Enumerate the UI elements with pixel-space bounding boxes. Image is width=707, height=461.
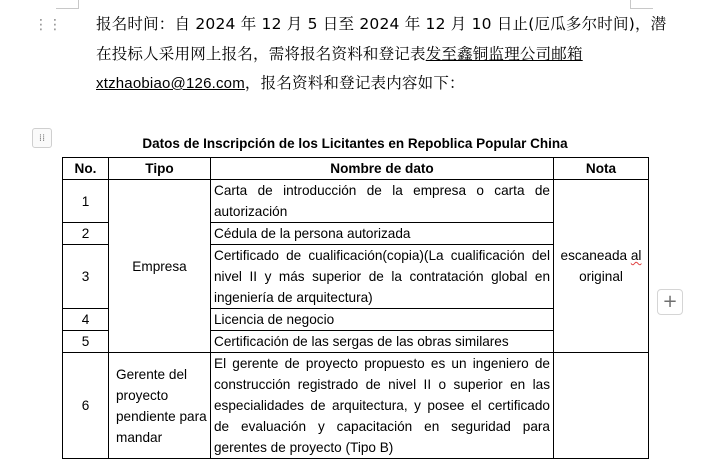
paragraph-line-1: 报名时间：自 2024 年 12 月 5 日至 2024 年 12 月 10 日止(厄瓜多尔时间)，潜 xyxy=(96,15,667,33)
page-corner-mark-left xyxy=(56,0,79,9)
nombre-cell: Cédula de la persona autorizada xyxy=(211,223,554,245)
row-number: 3 xyxy=(63,245,109,309)
paragraph-line-2-text: 在投标人采用网上报名，需将报名资料和登记表 xyxy=(96,44,426,63)
row-number: 4 xyxy=(63,309,109,331)
nombre-cell: Licencia de negocio xyxy=(211,309,554,331)
table-title: Datos de Inscripción de los Licitantes en Repoblica Popular China xyxy=(142,136,568,151)
nombre-cell: Carta de introducción de la empresa o carta de autorización xyxy=(211,180,554,223)
row-number: 5 xyxy=(63,331,109,353)
registration-table xyxy=(62,157,649,459)
plus-icon[interactable]: + xyxy=(657,289,683,315)
table-header-row xyxy=(63,158,649,180)
nota-cell xyxy=(554,180,649,353)
table-row xyxy=(63,353,649,459)
drag-handle-icon[interactable]: ⋮⋮ xyxy=(34,17,62,33)
header-no: No. xyxy=(63,158,109,180)
table-move-icon[interactable]: ⁞⁞ xyxy=(32,128,52,148)
nombre-cell: El gerente de proyecto propuesto es un ingeniero de construcción registrado de nivel II o superior en las especialidades de arquitectura, y posee el certificado de evaluación y capacitación en seguridad para gerentes de proyecto (Tipo B) xyxy=(211,353,554,459)
paragraph-line-3 xyxy=(96,69,632,99)
row-number: 6 xyxy=(63,353,109,459)
nota-text-flagged: al xyxy=(630,248,642,263)
header-tipo: Tipo xyxy=(109,158,211,180)
nota-cell-empty xyxy=(554,353,649,459)
nota-text: escaneada xyxy=(560,248,628,263)
paragraph-line-3-text: ，报名资料和登记表内容如下： xyxy=(244,74,465,92)
email-address[interactable]: xtzhaobiao@126.com xyxy=(96,75,245,92)
row-number: 2 xyxy=(63,223,109,245)
email-target-link-text: 发至鑫铜监理公司邮箱 xyxy=(425,44,583,63)
paragraph-line-2 xyxy=(96,40,632,70)
tipo-cell-2: Gerente del proyecto pendiente para mandar xyxy=(109,353,211,459)
nombre-cell: Certificado de cualificación(copia)(La cualificación del nivel II y más superior de la contratación global en ingeniería de arquitectura) xyxy=(211,245,554,309)
header-nombre: Nombre de dato xyxy=(211,158,554,180)
nota-text-2: original xyxy=(579,269,623,284)
header-nota: Nota xyxy=(554,158,649,180)
nombre-cell: Certificación de las sergas de las obras similares xyxy=(211,331,554,353)
table-row xyxy=(63,180,649,223)
registration-paragraph xyxy=(96,10,667,99)
tipo-cell: Empresa xyxy=(109,180,211,353)
page-corner-mark-right xyxy=(630,0,653,9)
row-number: 1 xyxy=(63,180,109,223)
